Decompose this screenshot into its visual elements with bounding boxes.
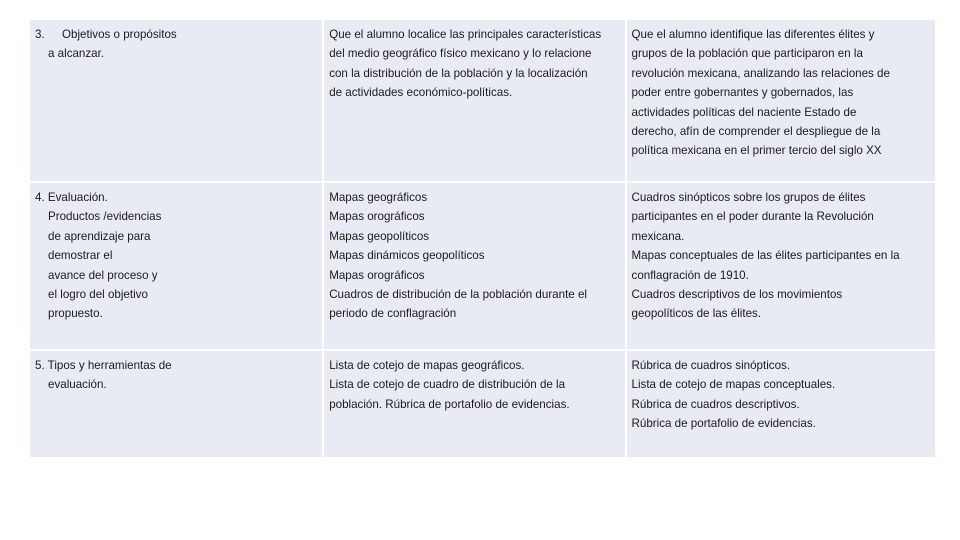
table-row-evaluacion	[29, 182, 936, 350]
label-line: evaluación.	[48, 378, 107, 392]
col3-cell	[626, 350, 936, 458]
col2-cell	[323, 182, 625, 350]
col2-cell	[323, 350, 625, 458]
cell-line: Mapas conceptuales de las élites participantes en la	[631, 249, 900, 263]
cell-line: Rúbrica de cuadros descriptivos.	[631, 397, 800, 411]
cell-line: con la distribución de la población y la localización	[329, 66, 588, 80]
cell-line: conflagración de 1910.	[631, 268, 749, 282]
cell-line: Rúbrica de cuadros sinópticos.	[631, 359, 791, 372]
cell-line: actividades políticas del naciente Estado de	[631, 105, 857, 119]
cell-line: Mapas geográficos	[329, 191, 428, 204]
label-line: propuesto.	[48, 307, 103, 321]
label-line: el logro del objetivo	[48, 288, 148, 302]
cell-line: derecho, afín de comprender el despliegue de la	[631, 125, 881, 139]
cell-line: mexicana.	[631, 229, 685, 243]
col3-cell	[626, 182, 936, 350]
table-row-tipos-herramientas	[29, 350, 936, 458]
label-line: avance del proceso y	[48, 268, 158, 282]
row-label-cell	[29, 19, 323, 182]
cell-line: Mapas geopolíticos	[329, 229, 430, 243]
cell-line: participantes en el poder durante la Revolución	[631, 210, 874, 224]
label-line	[35, 25, 316, 44]
cell-line: Cuadros descriptivos de los movimientos	[631, 288, 843, 302]
table-row-objetivos	[29, 19, 936, 182]
cell-line: periodo de conflagración	[329, 307, 457, 321]
label-line: de aprendizaje para	[48, 229, 151, 243]
cell-line: Mapas orográficos	[329, 268, 425, 282]
label-number: 3.	[35, 28, 45, 41]
cell-line: Cuadros de distribución de la población durante el	[329, 288, 587, 302]
cell-line: revolución mexicana, analizando las relaciones de	[631, 66, 890, 80]
cell-line: poder entre gobernantes y gobernados, las	[631, 86, 854, 100]
label-line: 4. Evaluación.	[35, 191, 108, 204]
cell-line: del medio geográfico físico mexicano y lo relacione	[329, 47, 592, 61]
cell-line: grupos de la población que participaron en la	[631, 47, 863, 61]
row-label-cell	[29, 350, 323, 458]
label-line: 5. Tipos y herramientas de	[35, 359, 172, 372]
cell-line: Lista de cotejo de mapas geográficos.	[329, 359, 525, 372]
label-text: Objetivos o propósitos	[62, 28, 177, 41]
cell-line: Mapas orográficos	[329, 210, 425, 224]
cell-line: Rúbrica de portafolio de evidencias.	[631, 417, 816, 431]
cell-line: Que el alumno identifique las diferentes élites y	[631, 28, 875, 41]
cell-line: Lista de cotejo de mapas conceptuales.	[631, 378, 836, 392]
label-line: demostrar el	[48, 249, 113, 263]
cell-line: Que el alumno localice las principales características	[329, 28, 602, 41]
planning-table	[28, 18, 937, 459]
cell-line: política mexicana en el primer tercio del siglo XX	[631, 144, 882, 158]
label-line: Productos /evidencias	[48, 210, 162, 224]
cell-line: Cuadros sinópticos sobre los grupos de élites	[631, 191, 866, 204]
cell-line: población. Rúbrica de portafolio de evidencias.	[329, 397, 570, 411]
cell-line: geopolíticos de las élites.	[631, 307, 762, 321]
cell-line: Lista de cotejo de cuadro de distribución de la	[329, 378, 566, 392]
label-line: a alcanzar.	[48, 47, 105, 61]
col3-cell	[626, 19, 936, 182]
cell-line: de actividades económico-políticas.	[329, 86, 513, 100]
row-label-cell	[29, 182, 323, 350]
col2-cell	[323, 19, 625, 182]
cell-line: Mapas dinámicos geopolíticos	[329, 249, 485, 263]
